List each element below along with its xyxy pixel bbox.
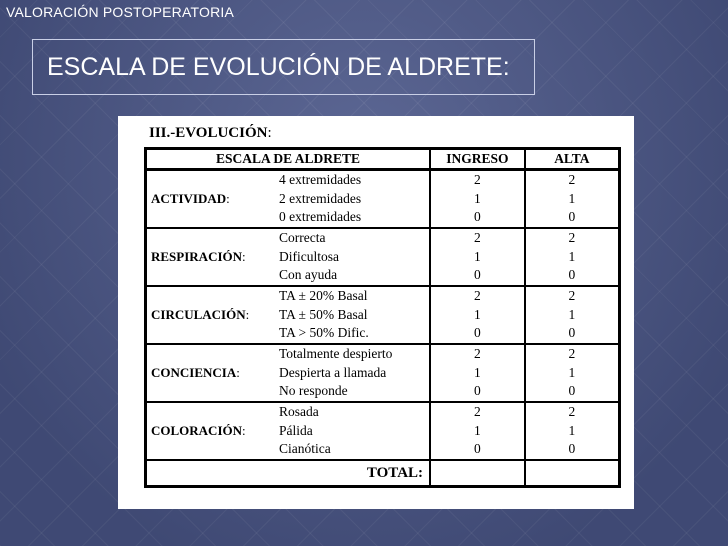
- category-label-text: COLORACIÓN: [151, 423, 243, 438]
- ingreso-score-value: 0: [473, 267, 481, 283]
- alta-score-value: 2: [568, 346, 576, 362]
- alta-score-value: 0: [568, 209, 576, 225]
- option-text: Cianótica: [279, 441, 331, 457]
- category-options: [279, 287, 369, 343]
- ingreso-score-value: 1: [473, 306, 481, 322]
- column-header-alta: ALTA: [525, 149, 620, 170]
- alta-score-value: 2: [568, 172, 576, 188]
- category-cell: [146, 170, 431, 229]
- option-text: Pálida: [279, 422, 313, 438]
- option-text: No responde: [279, 383, 348, 399]
- alta-score-value: 0: [568, 325, 576, 341]
- total-row: [146, 460, 620, 487]
- document-heading-colon: :: [267, 125, 272, 141]
- column-header-scale: ESCALA DE ALDRETE: [146, 149, 431, 170]
- ingreso-score-value: 0: [473, 209, 481, 225]
- ingreso-score-cell: [430, 344, 525, 402]
- aldrete-table: [144, 147, 621, 488]
- alta-score-cell: [525, 344, 620, 402]
- alta-score-value: 2: [568, 288, 576, 304]
- alta-score-cell: [525, 402, 620, 460]
- ingreso-score-value: 1: [473, 190, 481, 206]
- ingreso-score-value: 1: [473, 248, 481, 264]
- ingreso-score-value: 2: [473, 404, 481, 420]
- category-label-colon: :: [226, 191, 230, 206]
- alta-score-value: 2: [568, 404, 576, 420]
- column-header-ingreso: INGRESO: [430, 149, 525, 170]
- ingreso-score-value: 0: [473, 325, 481, 341]
- ingreso-score-value: 2: [473, 172, 481, 188]
- alta-score-value: 0: [568, 267, 576, 283]
- total-alta-box: [525, 460, 620, 487]
- alta-score-value: 1: [568, 364, 576, 380]
- option-text: 4 extremidades: [279, 172, 362, 188]
- table-row: [146, 344, 620, 402]
- category-options: [279, 229, 339, 285]
- option-text: Dificultosa: [279, 248, 339, 264]
- option-text: TA > 50% Dific.: [279, 325, 369, 341]
- option-text: TA ± 20% Basal: [279, 288, 368, 304]
- category-label-text: CONCIENCIA: [151, 365, 237, 380]
- category-label-colon: :: [236, 365, 240, 380]
- total-ingreso-box: [430, 460, 525, 487]
- alta-score-value: 1: [568, 248, 576, 264]
- slide-title-box: [32, 39, 535, 95]
- alta-score-value: 0: [568, 383, 576, 399]
- category-options: [279, 403, 331, 459]
- ingreso-score-cell: [430, 402, 525, 460]
- option-text: 0 extremidades: [279, 209, 362, 225]
- category-options: [279, 171, 361, 227]
- table-row: [146, 286, 620, 344]
- category-cell: [146, 286, 431, 344]
- table-row: [146, 402, 620, 460]
- aldrete-scale-document: [118, 116, 634, 509]
- option-text: Rosada: [279, 404, 319, 420]
- alta-score-value: 1: [568, 190, 576, 206]
- category-label-text: ACTIVIDAD: [151, 191, 227, 206]
- category-label: [147, 249, 279, 265]
- table-header-row: [146, 149, 620, 170]
- alta-score-cell: [525, 228, 620, 286]
- document-heading-text: III.-EVOLUCIÓN: [149, 125, 268, 141]
- option-text: Despierta a llamada: [279, 364, 387, 380]
- category-label: [147, 191, 279, 207]
- ingreso-score-cell: [430, 286, 525, 344]
- option-text: TA ± 50% Basal: [279, 306, 368, 322]
- table-row: [146, 228, 620, 286]
- category-label-text: RESPIRACIÓN: [151, 249, 243, 264]
- option-text: 2 extremidades: [279, 190, 362, 206]
- category-label-colon: :: [245, 307, 250, 322]
- slide-title: ESCALA DE EVOLUCIÓN DE ALDRETE:: [47, 52, 510, 81]
- category-cell: [146, 228, 431, 286]
- ingreso-score-value: 2: [473, 288, 481, 304]
- table-row: [146, 170, 620, 229]
- ingreso-score-value: 0: [473, 383, 481, 399]
- option-text: Correcta: [279, 230, 326, 246]
- document-heading: [149, 125, 272, 142]
- total-label: TOTAL:: [366, 464, 424, 481]
- alta-score-value: 1: [568, 422, 576, 438]
- alta-score-value: 0: [568, 441, 576, 457]
- ingreso-score-cell: [430, 170, 525, 229]
- category-cell: [146, 344, 431, 402]
- alta-score-cell: [525, 170, 620, 229]
- ingreso-score-value: 0: [473, 441, 481, 457]
- category-label: [147, 365, 279, 381]
- option-text: Con ayuda: [279, 267, 338, 283]
- alta-score-value: 1: [568, 306, 576, 322]
- category-cell: [146, 402, 431, 460]
- category-label-colon: :: [242, 249, 246, 264]
- slide-header: VALORACIÓN POSTOPERATORIA: [6, 4, 235, 20]
- ingreso-score-value: 2: [473, 346, 481, 362]
- ingreso-score-cell: [430, 228, 525, 286]
- ingreso-score-value: 2: [473, 230, 481, 246]
- alta-score-value: 2: [568, 230, 576, 246]
- category-label: [147, 423, 279, 439]
- category-options: [279, 345, 392, 401]
- category-label-text: CIRCULACIÓN: [151, 307, 246, 322]
- ingreso-score-value: 1: [473, 422, 481, 438]
- category-label: [147, 307, 279, 323]
- alta-score-cell: [525, 286, 620, 344]
- option-text: Totalmente despierto: [279, 346, 393, 362]
- category-label-colon: :: [242, 423, 246, 438]
- ingreso-score-value: 1: [473, 364, 481, 380]
